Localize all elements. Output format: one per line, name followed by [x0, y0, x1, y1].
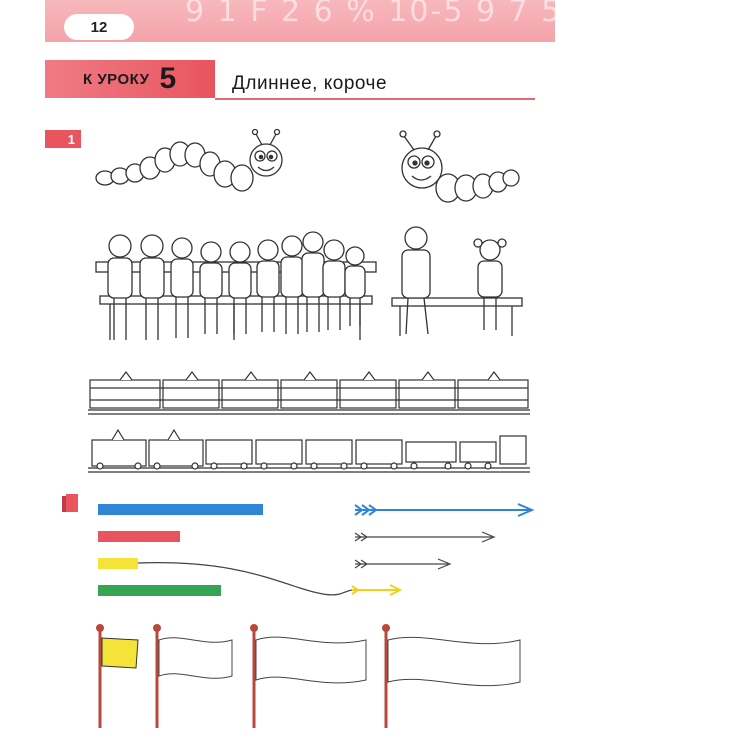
- flag-outline-2-icon: [250, 624, 366, 728]
- red-book-icon: [62, 494, 78, 512]
- gray-arrow-2-icon: [355, 559, 450, 569]
- flag-yellow-icon: [96, 624, 138, 728]
- banner-decoration: 9 1 F 2 6 % 10-5 9 7 5 6-4=2 5 +: [185, 0, 748, 29]
- yellow-bar: [98, 558, 138, 569]
- lesson-number: 5: [159, 62, 177, 95]
- blue-arrow-icon: [355, 504, 532, 516]
- yellow-arrow-icon: [352, 585, 400, 595]
- red-bar: [98, 531, 180, 542]
- lesson-title: Длиннее, короче: [232, 73, 388, 94]
- gray-arrow-1-icon: [355, 532, 494, 542]
- task-number-1: 1: [45, 130, 81, 148]
- flag-outline-3-icon: [382, 624, 520, 728]
- train-wagons-icon: [88, 430, 530, 472]
- green-bar: [98, 585, 221, 596]
- long-bench-children-icon: [96, 232, 376, 340]
- page-number: 12: [64, 14, 134, 40]
- flag-outline-1-icon: [153, 624, 232, 728]
- blue-bar: [98, 504, 263, 515]
- short-bench-children-icon: [392, 227, 522, 336]
- caterpillar-short-icon: [400, 131, 519, 202]
- train-long-icon: [88, 372, 530, 414]
- lesson-label: К УРОКУ: [83, 70, 150, 88]
- caterpillar-long-icon: [96, 130, 282, 192]
